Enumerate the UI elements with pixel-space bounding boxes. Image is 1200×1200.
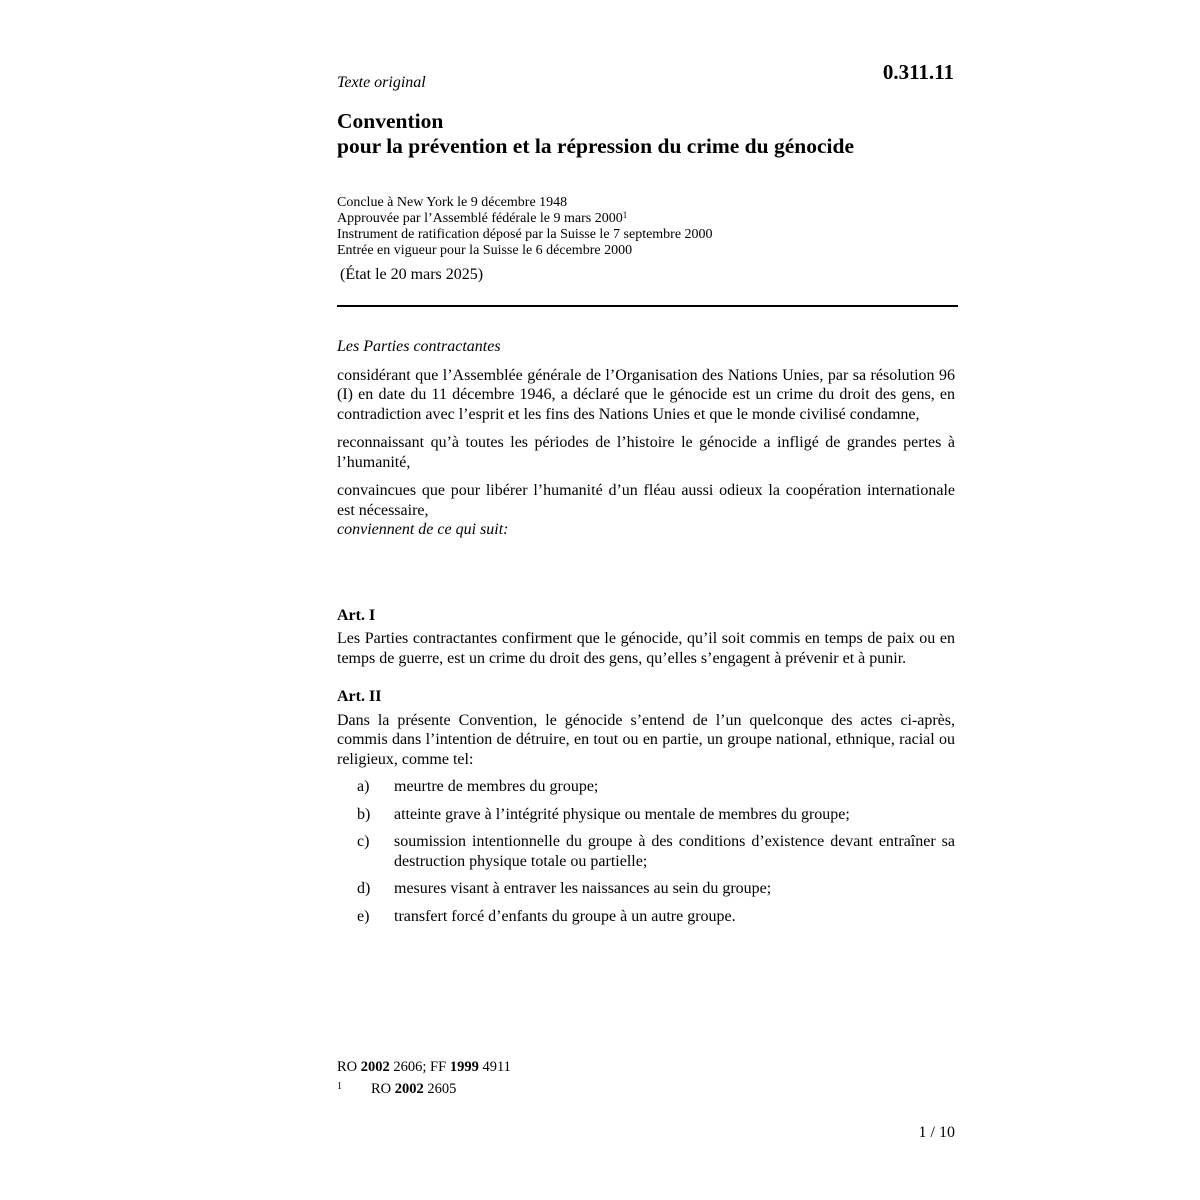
list-item-text: mesures visant à entraver les naissances au sein du groupe; (394, 880, 772, 897)
list-item (337, 907, 955, 927)
entry-into-force-line: Entrée en vigueur pour la Suisse le 6 décembre 2000 (337, 243, 633, 258)
list-item-label: d) (357, 880, 371, 897)
document-metadata (337, 195, 957, 259)
list-item-label: c) (357, 833, 370, 850)
footnote-prefix: RO (371, 1081, 395, 1097)
article-1-text: Les Parties contractantes confirment que le génocide, qu’il soit commis en temps de paix ou en temps de guerre, est un crime du droit des gens, qu’elles s’engagent à prévenir et à punir. (337, 630, 955, 667)
header-divider (337, 305, 958, 307)
article-2-list (337, 777, 955, 926)
preamble-parties: Les Parties contractantes (337, 338, 501, 355)
ro-page: 2606; FF (389, 1059, 450, 1075)
sr-number: 0.311.11 (882, 60, 954, 84)
preamble-paragraph: considérant que l’Assemblée générale de l’Organisation des Nations Unies, par sa résolution 96 (I) en date du 11 décembre 1946, a déclaré que le génocide est un crime du droit des gens, en contradiction avec l’esprit et les fins des Nations Unies et que le monde civilisé condamne, (337, 366, 955, 423)
list-item (337, 879, 955, 899)
approved-line (337, 211, 957, 227)
title-line-2: pour la prévention et la répression du crime du génocide (337, 134, 854, 158)
list-item (337, 777, 955, 797)
list-item-text: atteinte grave à l’intégrité physique ou mentale de membres du groupe; (394, 805, 850, 823)
footnote-ref[interactable]: 1 (622, 210, 628, 220)
ff-page: 4911 (478, 1059, 511, 1075)
list-item-label: e) (357, 907, 370, 925)
concluded-line: Conclue à New York le 9 décembre 1948 (337, 195, 568, 210)
article-2-heading: Art. II (337, 688, 382, 705)
ro-prefix: RO (337, 1059, 361, 1075)
article-2-intro: Dans la présente Convention, le génocide s’entend de l’un quelconque des actes ci-après, commis dans l’intention de détruire, en tout ou en partie, un groupe national, ethnique, racial ou religieux, comme tel: (337, 711, 955, 768)
list-item-label: b) (357, 805, 371, 823)
ff-year: 1999 (449, 1059, 479, 1075)
footnote-page: 2605 (423, 1081, 457, 1097)
footnote-number: 1 (337, 1081, 342, 1092)
list-item (337, 832, 955, 871)
status-date: (État le 20 mars 2025) (340, 266, 484, 283)
footnotes (337, 1058, 957, 1099)
ro-year: 2002 (360, 1059, 390, 1075)
title-line-1: Convention (337, 109, 444, 133)
approved-text: Approuvée par l’Assemblé fédérale le 9 mars 2000 (337, 211, 623, 226)
list-item-label: a) (357, 778, 370, 795)
original-text-label: Texte original (337, 74, 426, 91)
list-item-text: meurtre de membres du groupe; (394, 778, 599, 795)
document-title (337, 109, 977, 159)
list-item (337, 805, 955, 825)
document-body (337, 337, 955, 926)
page-number: 1 / 10 (918, 1124, 955, 1141)
footnote-year: 2002 (394, 1081, 424, 1097)
list-item-text: soumission intentionnelle du groupe à des conditions d’existence devant entraîner sa destruction physique totale ou partielle; (394, 833, 955, 870)
list-item-text: transfert forcé d’enfants du groupe à un autre groupe. (394, 907, 736, 925)
preamble-agree: conviennent de ce qui suit: (337, 521, 509, 538)
article-1-heading: Art. I (337, 606, 376, 624)
preamble-paragraph: reconnaissant qu’à toutes les périodes de l’histoire le génocide a infligé de grandes pertes à l’humanité, (337, 434, 955, 471)
preamble-paragraph: convaincues que pour libérer l’humanité d’un fléau aussi odieux la coopération internationale est nécessaire, (337, 482, 955, 519)
source-reference (337, 1058, 957, 1077)
footnote-1 (337, 1077, 957, 1099)
ratification-line: Instrument de ratification déposé par la Suisse le 7 septembre 2000 (337, 227, 713, 242)
